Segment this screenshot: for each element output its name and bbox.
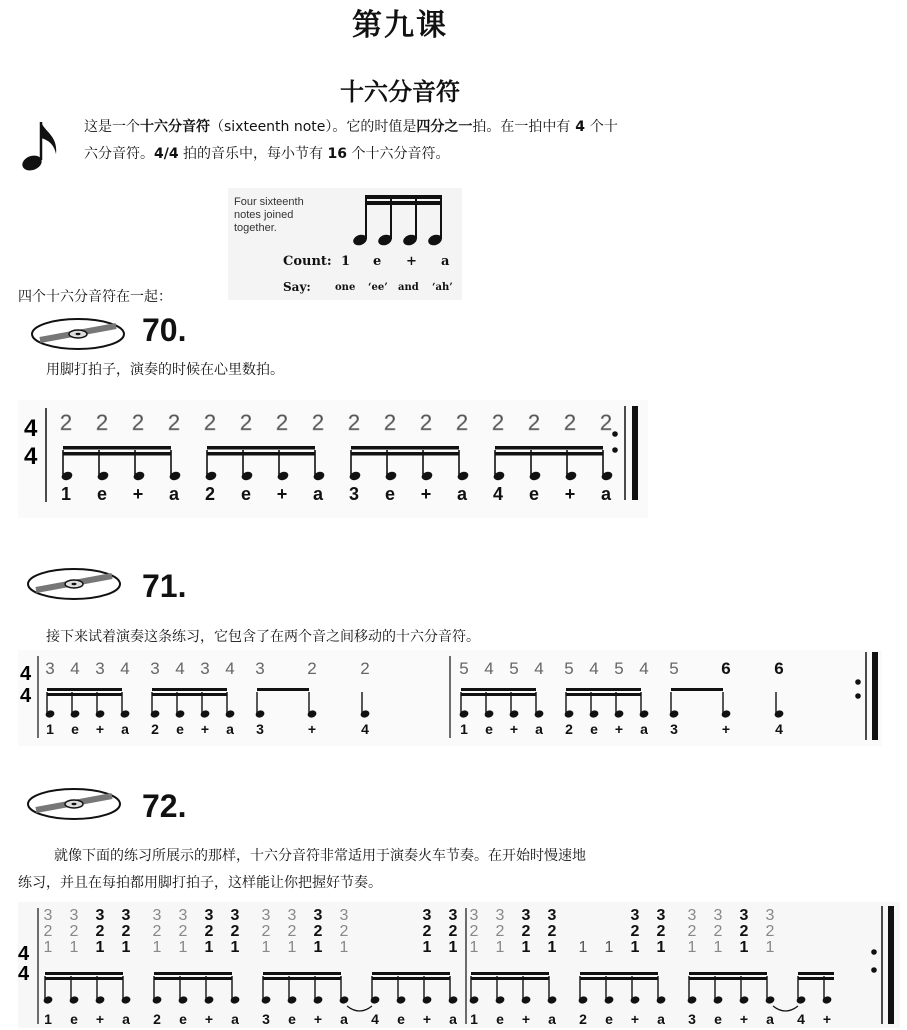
tab-chord-number: 1: [630, 939, 640, 956]
tab-chord-number: 2: [152, 923, 162, 940]
tab-fret-number: 2: [419, 410, 433, 435]
exercise-number: 71.: [142, 568, 187, 604]
tab-chord-number: 2: [547, 923, 557, 940]
note-beam: [471, 972, 549, 975]
tab-fret-number: 4: [225, 659, 235, 678]
tab-chord-number: 1: [43, 939, 53, 956]
count-syllable: a: [441, 254, 450, 269]
note-beam: [689, 977, 767, 980]
cd-icon: [26, 786, 124, 822]
tab-chord-number: 2: [739, 923, 749, 940]
say-syllable: ‘ah’: [432, 282, 453, 293]
count-syllable: 4: [492, 484, 504, 504]
count-syllable: e: [397, 1011, 405, 1027]
count-syllable: 2: [579, 1011, 587, 1027]
sixteenth-note-icon: [18, 118, 68, 176]
tab-chord-number: 2: [43, 923, 53, 940]
count-syllable: +: [95, 721, 105, 737]
count-syllable: e: [714, 1011, 722, 1027]
count-syllable: +: [132, 484, 144, 504]
tab-fret-number: 2: [95, 410, 109, 435]
sixteenth-notes-figure: [228, 188, 462, 300]
count-syllable: 1: [46, 721, 54, 737]
count-syllable: +: [307, 721, 317, 737]
tab-fret-number: 2: [383, 410, 397, 435]
tab-fret-number: 4: [484, 659, 494, 678]
tab-chord-number: 3: [687, 907, 697, 924]
tab-chord-number: 1: [204, 939, 214, 956]
tab-chord-number: 1: [230, 939, 240, 956]
count-syllable: +: [200, 721, 210, 737]
tab-fret-number: 3: [150, 659, 160, 678]
exercise-71-notation: [18, 650, 882, 746]
count-syllable: +: [95, 1011, 105, 1027]
tab-chord-number: 1: [765, 939, 775, 956]
count-syllable: +: [721, 721, 731, 737]
note-beam: [580, 977, 658, 980]
count-label: Count:: [283, 254, 332, 269]
time-signature-bottom: 4: [18, 963, 30, 985]
tab-open-string: 1: [604, 939, 614, 956]
note-beam: [365, 201, 442, 205]
count-syllable: e: [528, 484, 540, 504]
tab-chord-number: 2: [687, 923, 697, 940]
tab-fret-number: 3: [95, 659, 105, 678]
tab-chord-number: 2: [69, 923, 79, 940]
note-beam: [580, 972, 658, 975]
say-syllable: ‘ee’: [368, 282, 388, 293]
count-syllable: +: [204, 1011, 214, 1027]
note-beam: [471, 977, 549, 980]
note-beam: [495, 446, 603, 450]
note-beam: [47, 688, 122, 691]
intro-line-1: 这是一个十六分音符（sixteenth note）。它的时值是四分之一拍。在一拍中有 4 个十: [84, 119, 618, 135]
tab-chord-number: 2: [204, 923, 214, 940]
tab-chord-number: 2: [656, 923, 666, 940]
tab-fret-number: 2: [347, 410, 361, 435]
count-syllable: +: [313, 1011, 323, 1027]
count-syllable: e: [590, 721, 598, 737]
count-syllable: +: [822, 1011, 832, 1027]
tab-fret-number: 5: [564, 659, 574, 678]
count-syllable: e: [70, 1011, 78, 1027]
count-syllable: e: [179, 1011, 187, 1027]
count-syllable: 3: [256, 721, 264, 737]
note-beam: [351, 446, 459, 450]
tab-chord-number: 2: [121, 923, 131, 940]
exercise-72-notation: [18, 902, 900, 1028]
tab-chord-number: 3: [95, 907, 105, 924]
count-syllable: a: [226, 721, 234, 737]
count-syllable: +: [509, 721, 519, 737]
count-syllable: +: [422, 1011, 432, 1027]
count-syllable: 2: [204, 484, 216, 504]
count-syllable: +: [630, 1011, 640, 1027]
tab-chord-number: 3: [121, 907, 131, 924]
tab-fret-number: 5: [669, 659, 679, 678]
tab-chord-number: 2: [713, 923, 723, 940]
tab-chord-number: 3: [713, 907, 723, 924]
count-syllable: a: [122, 1011, 130, 1027]
tab-chord-number: 3: [739, 907, 749, 924]
tab-chord-number: 1: [69, 939, 79, 956]
note-beam: [351, 452, 459, 456]
count-syllable: e: [384, 484, 396, 504]
tab-fret-number: 4: [120, 659, 130, 678]
tab-fret-number: 3: [255, 659, 265, 678]
figure-caption-cn: 四个十六分音符在一起：: [18, 289, 172, 305]
note-beam: [365, 195, 442, 199]
note-beam: [154, 972, 232, 975]
count-syllable: e: [605, 1011, 613, 1027]
tab-chord-number: 3: [339, 907, 349, 924]
tab-chord-number: 3: [204, 907, 214, 924]
count-syllable: 4: [797, 1011, 805, 1027]
tab-chord-number: 2: [339, 923, 349, 940]
note-beam: [372, 972, 450, 975]
count-syllable: e: [373, 254, 382, 269]
tab-chord-number: 1: [313, 939, 323, 956]
tab-fret-number: 3: [45, 659, 55, 678]
count-syllable: 3: [262, 1011, 270, 1027]
count-syllable: +: [564, 484, 576, 504]
count-syllable: a: [449, 1011, 457, 1027]
tab-chord-number: 3: [422, 907, 432, 924]
time-signature-top: 4: [18, 943, 30, 965]
tab-chord-number: 3: [630, 907, 640, 924]
tab-chord-number: 3: [261, 907, 271, 924]
tab-chord-number: 3: [69, 907, 79, 924]
time-signature-top: 4: [20, 663, 32, 685]
tab-fret-number: 2: [203, 410, 217, 435]
tab-chord-number: 3: [521, 907, 531, 924]
count-syllable: a: [657, 1011, 665, 1027]
tab-fret-number: 2: [491, 410, 505, 435]
tab-chord-number: 2: [178, 923, 188, 940]
count-syllable: a: [312, 484, 324, 504]
tab-fret-number: 2: [311, 410, 325, 435]
count-syllable: e: [496, 1011, 504, 1027]
count-syllable: e: [96, 484, 108, 504]
count-syllable: e: [288, 1011, 296, 1027]
note-beam: [566, 688, 641, 691]
count-syllable: a: [121, 721, 129, 737]
note-beam: [495, 452, 603, 456]
count-syllable: 1: [60, 484, 72, 504]
tab-chord-number: 2: [422, 923, 432, 940]
count-syllable: a: [640, 721, 648, 737]
count-syllable: 4: [775, 721, 783, 737]
time-signature-top: 4: [24, 415, 38, 442]
section-title: 十六分音符: [340, 77, 460, 106]
count-syllable: +: [420, 484, 432, 504]
note-beam: [671, 688, 723, 691]
count-syllable: 1: [44, 1011, 52, 1027]
tab-chord-number: 1: [687, 939, 697, 956]
tab-chord-number: 2: [95, 923, 105, 940]
count-syllable: +: [521, 1011, 531, 1027]
tab-fret-number: 2: [455, 410, 469, 435]
figure-caption: Four sixteenth notes joined together.: [234, 196, 304, 234]
tab-chord-number: 3: [547, 907, 557, 924]
tab-chord-number: 2: [261, 923, 271, 940]
tab-chord-number: 1: [656, 939, 666, 956]
tab-fret-number: 5: [509, 659, 519, 678]
intro-paragraph: [84, 114, 804, 168]
note-beam: [63, 452, 171, 456]
say-syllable: one: [335, 282, 356, 293]
tab-chord-number: 2: [521, 923, 531, 940]
tab-fret-number: 2: [360, 659, 370, 678]
tab-fret-number: 2: [307, 659, 317, 678]
cd-icon: [26, 566, 124, 602]
note-beam: [461, 688, 536, 691]
note-beam: [257, 688, 309, 691]
tab-fret-number: 5: [614, 659, 624, 678]
tab-chord-number: 1: [121, 939, 131, 956]
tab-chord-number: 3: [765, 907, 775, 924]
say-label: Say:: [283, 280, 311, 294]
lesson-title: 第九课: [352, 8, 448, 43]
count-syllable: +: [614, 721, 624, 737]
tab-fret-number: 6: [721, 659, 731, 678]
tab-fret-number: 2: [599, 410, 613, 435]
note-beam: [207, 452, 315, 456]
tab-chord-number: 3: [313, 907, 323, 924]
note-beam: [798, 977, 834, 980]
tab-fret-number: 2: [275, 410, 289, 435]
note-beam: [566, 693, 641, 696]
count-syllable: a: [168, 484, 180, 504]
tab-chord-number: 3: [178, 907, 188, 924]
exercise-number: 70.: [142, 312, 187, 348]
count-syllable: a: [600, 484, 612, 504]
count-syllable: 2: [565, 721, 573, 737]
tab-chord-number: 1: [178, 939, 188, 956]
tab-chord-number: 3: [152, 907, 162, 924]
count-syllable: 2: [153, 1011, 161, 1027]
count-syllable: a: [340, 1011, 348, 1027]
count-syllable: 3: [688, 1011, 696, 1027]
tab-chord-number: 1: [521, 939, 531, 956]
tab-open-string: 1: [578, 939, 588, 956]
note-beam: [263, 972, 341, 975]
tab-chord-number: 1: [495, 939, 505, 956]
tab-chord-number: 1: [547, 939, 557, 956]
tab-fret-number: 2: [131, 410, 145, 435]
count-syllable: a: [766, 1011, 774, 1027]
note-beam: [154, 977, 232, 980]
tab-chord-number: 2: [230, 923, 240, 940]
note-beam: [63, 446, 171, 450]
tab-fret-number: 4: [534, 659, 544, 678]
tab-fret-number: 2: [59, 410, 73, 435]
tab-fret-number: 4: [175, 659, 185, 678]
tab-fret-number: 4: [589, 659, 599, 678]
tab-chord-number: 3: [43, 907, 53, 924]
count-syllable: 1: [460, 721, 468, 737]
tab-chord-number: 1: [469, 939, 479, 956]
count-syllable: 1: [341, 254, 351, 269]
time-signature-bottom: 4: [20, 685, 32, 707]
count-syllable: a: [231, 1011, 239, 1027]
note-beam: [263, 977, 341, 980]
tab-chord-number: 1: [261, 939, 271, 956]
tab-chord-number: 3: [656, 907, 666, 924]
count-syllable: e: [485, 721, 493, 737]
tab-chord-number: 1: [287, 939, 297, 956]
tab-fret-number: 6: [774, 659, 784, 678]
note-beam: [461, 693, 536, 696]
tab-chord-number: 3: [469, 907, 479, 924]
tab-chord-number: 1: [422, 939, 432, 956]
tab-fret-number: 4: [70, 659, 80, 678]
tab-chord-number: 2: [469, 923, 479, 940]
tab-chord-number: 3: [287, 907, 297, 924]
exercise-instruction: 用脚打拍子，演奏的时候在心里数拍。: [46, 362, 284, 378]
say-syllable: and: [398, 282, 419, 293]
tab-chord-number: 1: [713, 939, 723, 956]
tab-chord-number: 2: [448, 923, 458, 940]
count-syllable: +: [739, 1011, 749, 1027]
tab-fret-number: 3: [200, 659, 210, 678]
count-syllable: 4: [361, 721, 369, 737]
tab-chord-number: 1: [95, 939, 105, 956]
tab-chord-number: 3: [495, 907, 505, 924]
tab-fret-number: 2: [239, 410, 253, 435]
count-syllable: 4: [371, 1011, 379, 1027]
intro-line-2: 六分音符。4/4 拍的音乐中，每小节有 16 个十六分音符。: [84, 146, 450, 162]
tab-fret-number: 4: [639, 659, 649, 678]
note-beam: [372, 977, 450, 980]
count-syllable: +: [406, 254, 417, 269]
tab-chord-number: 3: [230, 907, 240, 924]
exercise-instruction: 就像下面的练习所展示的那样，十六分音符非常适用于演奏火车节奏。在开始时慢速地 练习，并且在每拍都用脚打拍子，这样能让你把握好节奏。: [18, 848, 586, 891]
note-beam: [152, 693, 227, 696]
tab-chord-number: 3: [448, 907, 458, 924]
note-beam: [45, 972, 123, 975]
tab-chord-number: 1: [448, 939, 458, 956]
tab-chord-number: 1: [739, 939, 749, 956]
count-syllable: 3: [348, 484, 360, 504]
exercise-70-notation: [18, 400, 648, 518]
count-syllable: e: [240, 484, 252, 504]
count-syllable: a: [535, 721, 543, 737]
count-syllable: e: [71, 721, 79, 737]
count-syllable: e: [176, 721, 184, 737]
count-syllable: 3: [670, 721, 678, 737]
tab-fret-number: 2: [563, 410, 577, 435]
count-syllable: 1: [470, 1011, 478, 1027]
tab-fret-number: 5: [459, 659, 469, 678]
time-signature-bottom: 4: [24, 443, 38, 470]
cd-icon: [30, 316, 128, 352]
tab-fret-number: 2: [167, 410, 181, 435]
count-syllable: +: [276, 484, 288, 504]
tab-chord-number: 2: [495, 923, 505, 940]
tab-chord-number: 1: [339, 939, 349, 956]
tab-chord-number: 2: [287, 923, 297, 940]
note-beam: [45, 977, 123, 980]
count-syllable: a: [456, 484, 468, 504]
note-beam: [47, 693, 122, 696]
note-beam: [798, 972, 834, 975]
count-syllable: 2: [151, 721, 159, 737]
tab-chord-number: 2: [765, 923, 775, 940]
count-syllable: a: [548, 1011, 556, 1027]
exercise-number: 72.: [142, 788, 187, 824]
note-beam: [689, 972, 767, 975]
beamed-sixteenth-notes-icon: [336, 190, 461, 250]
tab-chord-number: 2: [630, 923, 640, 940]
tab-chord-number: 1: [152, 939, 162, 956]
exercise-instruction: 接下来试着演奏这条练习，它包含了在两个音之间移动的十六分音符。: [46, 629, 480, 645]
note-beam: [207, 446, 315, 450]
tab-chord-number: 2: [313, 923, 323, 940]
tab-fret-number: 2: [527, 410, 541, 435]
note-beam: [152, 688, 227, 691]
